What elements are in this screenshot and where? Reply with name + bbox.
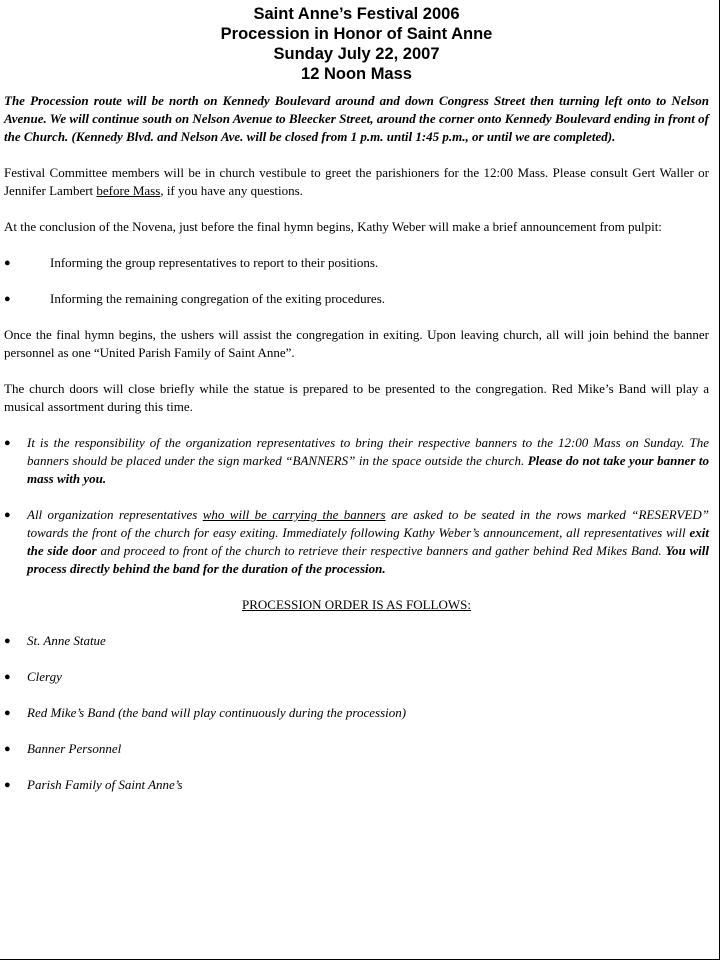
instruction-underlined: who will be carrying the banners	[202, 507, 386, 522]
list-item	[4, 668, 709, 686]
list-item	[4, 506, 709, 578]
bullet-icon: ●	[4, 437, 11, 449]
instruction-bold: Please do not take your banner to mass with you.	[27, 453, 709, 486]
order-item-text: Red Mike’s Band (the band will play continuously during the procession)	[27, 705, 407, 720]
route-paragraph: The Procession route will be north on Kennedy Boulevard around and down Congress Street then turning left onto to Nelson Avenue. We will continue south on Nelson Avenue to Bleecker Street, around the corner onto Kennedy Boulevard ending in front of the Church. (Kennedy Blvd. and Nelson Ave. will be closed from 1 p.m. until 1:45 p.m., or until we are completed).	[4, 93, 709, 144]
order-heading-text: PROCESSION ORDER IS AS FOLLOWS:	[242, 597, 471, 612]
bullet-icon: ●	[4, 293, 11, 305]
list-item	[4, 434, 709, 488]
bullet-icon: ●	[4, 707, 11, 719]
title-line-festival: Saint Anne’s Festival 2006	[253, 5, 460, 23]
order-item-text: Banner Personnel	[27, 741, 122, 756]
doors-paragraph: The church doors will close briefly while the statue is prepared to be presented to the congregation. Red Mike’s Band will play a musical assortment during this time.	[4, 381, 709, 414]
list-item	[4, 740, 709, 758]
committee-text-start: Festival Committee members will be in church vestibule to greet the parishioners for the 12:00 Mass. Please consult Gert Waller or Jennifer Lambert	[4, 165, 709, 198]
ushers-paragraph: Once the final hymn begins, the ushers will assist the congregation in exiting. Upon leaving church, all will join behind the banner personnel as one “United Parish Family of Saint Anne”.	[4, 327, 709, 360]
list-item-text: Informing the group representatives to report to their positions.	[50, 255, 379, 270]
order-item-text: St. Anne Statue	[27, 633, 106, 648]
title-line-procession: Procession in Honor of Saint Anne	[220, 25, 493, 43]
instruction-text: All organization representatives	[27, 507, 203, 522]
title-line-date: Sunday July 22, 2007	[273, 45, 440, 63]
announcement-list	[4, 254, 709, 308]
instructions-list	[4, 434, 709, 578]
title-line-mass: 12 Noon Mass	[301, 65, 412, 83]
document-title	[4, 4, 709, 84]
bullet-icon: ●	[4, 509, 11, 521]
committee-underlined: before Mass	[96, 183, 161, 198]
instruction-text: and proceed to front of the church to retrieve their respective banners and gather behind Red Mikes Band.	[96, 543, 666, 558]
committee-paragraph	[4, 164, 709, 200]
novena-paragraph: At the conclusion of the Novena, just before the final hymn begins, Kathy Weber will make a brief announcement from pulpit:	[4, 219, 662, 234]
order-item-text: Parish Family of Saint Anne’s	[27, 777, 183, 792]
instruction-text: are asked to be seated in the rows marked “RESERVED” towards the front of the church for easy exiting. Immediately following Kathy Weber’s announcement, all representatives will	[27, 507, 709, 540]
bullet-icon: ●	[4, 257, 11, 269]
list-item	[4, 776, 709, 794]
instruction-bold: You will process directly behind the band for the duration of the procession.	[27, 543, 709, 576]
list-item	[4, 290, 709, 308]
list-item	[4, 254, 709, 272]
instruction-bold: exit the side door	[27, 525, 709, 558]
bullet-icon: ●	[4, 671, 11, 683]
committee-text-end: , if you have any questions.	[160, 183, 303, 198]
order-item-text: Clergy	[27, 669, 62, 684]
order-heading	[4, 596, 709, 614]
list-item	[4, 632, 709, 650]
list-item-text: Informing the remaining congregation of the exiting procedures.	[50, 291, 386, 306]
procession-order-list	[4, 632, 709, 794]
list-item	[4, 704, 709, 722]
bullet-icon: ●	[4, 635, 11, 647]
bullet-icon: ●	[4, 743, 11, 755]
bullet-icon: ●	[4, 779, 11, 791]
instruction-text: It is the responsibility of the organization representatives to bring their respective banners to the 12:00 Mass on Sunday. The banners should be placed under the sign marked “BANNERS” in the space outside the church.	[27, 435, 709, 468]
